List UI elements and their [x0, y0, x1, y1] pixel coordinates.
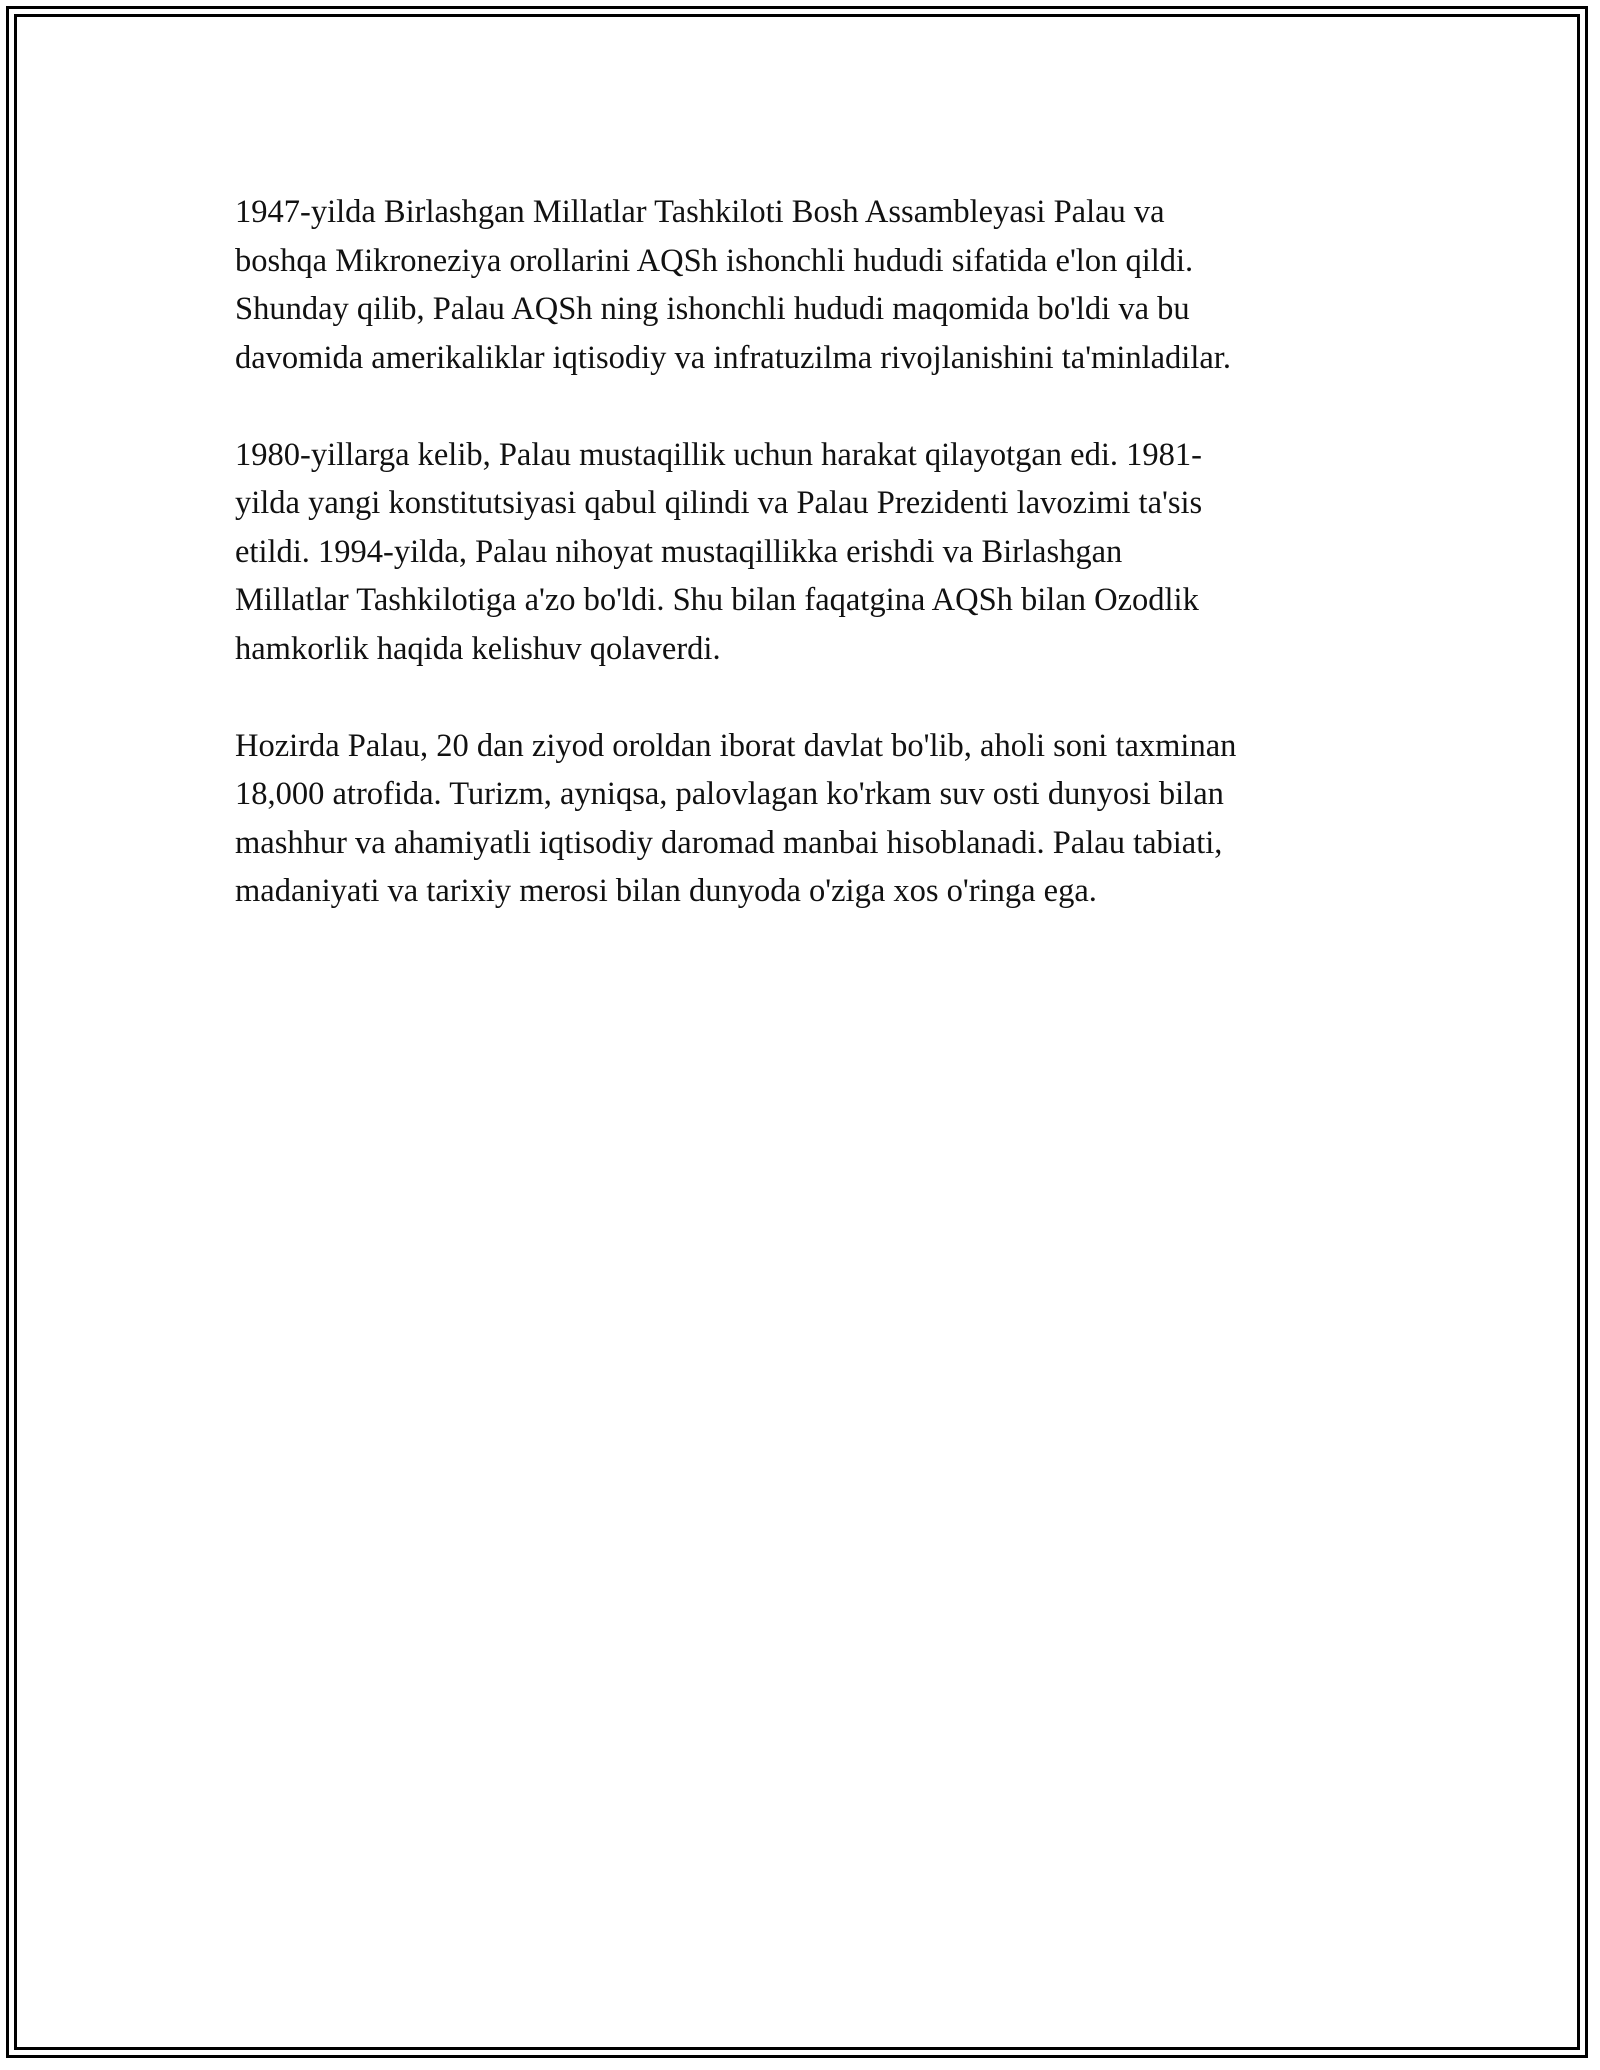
paragraph-line: 18,000 atrofida. Turizm, ayniqsa, palovlagan ko'rkam suv osti dunyosi bilan [235, 776, 1224, 812]
paragraph-line: etildi. 1994-yilda, Palau nihoyat mustaqillikka erishdi va Birlashgan [235, 533, 1123, 570]
paragraph-line: madaniyati va tarixiy merosi bilan dunyoda o'ziga xos o'ringa ega. [235, 873, 1097, 909]
paragraph-line: mashhur va ahamiyatli iqtisodiy daromad manbai hisoblanadi. Palau tabiati, [235, 824, 1223, 861]
paragraph-line: Hozirda Palau, 20 dan ziyod oroldan iborat davlat bo'lib, aholi soni taxminan [235, 727, 1237, 764]
paragraph-line: hamkorlik haqida kelishuv qolaverdi. [235, 630, 721, 667]
paragraph-3 [235, 722, 1415, 916]
paragraph-1 [235, 188, 1415, 382]
paragraph-line: davomida amerikaliklar iqtisodiy va infratuzilma rivojlanishini ta'minladilar. [235, 339, 1231, 376]
paragraph-line: 1980-yillarga kelib, Palau mustaqillik uchun harakat qilayotgan edi. 1981- [235, 436, 1202, 473]
paragraph-line: Shunday qilib, Palau AQSh ning ishonchli hududi maqomida bo'ldi va bu [235, 291, 1190, 327]
document-body [235, 188, 1415, 964]
paragraph-2 [235, 431, 1415, 674]
paragraph-line: 1947-yilda Birlashgan Millatlar Tashkiloti Bosh Assambleyasi Palau va [235, 194, 1165, 230]
paragraph-line: yilda yangi konstitutsiyasi qabul qilindi va Palau Prezidenti lavozimi ta'sis [235, 485, 1203, 521]
paragraph-line: Millatlar Tashkilotiga a'zo bo'ldi. Shu bilan faqatgina AQSh bilan Ozodlik [235, 582, 1199, 618]
paragraph-line: boshqa Mikroneziya orollarini AQSh ishonchli hududi sifatida e'lon qildi. [235, 242, 1194, 279]
